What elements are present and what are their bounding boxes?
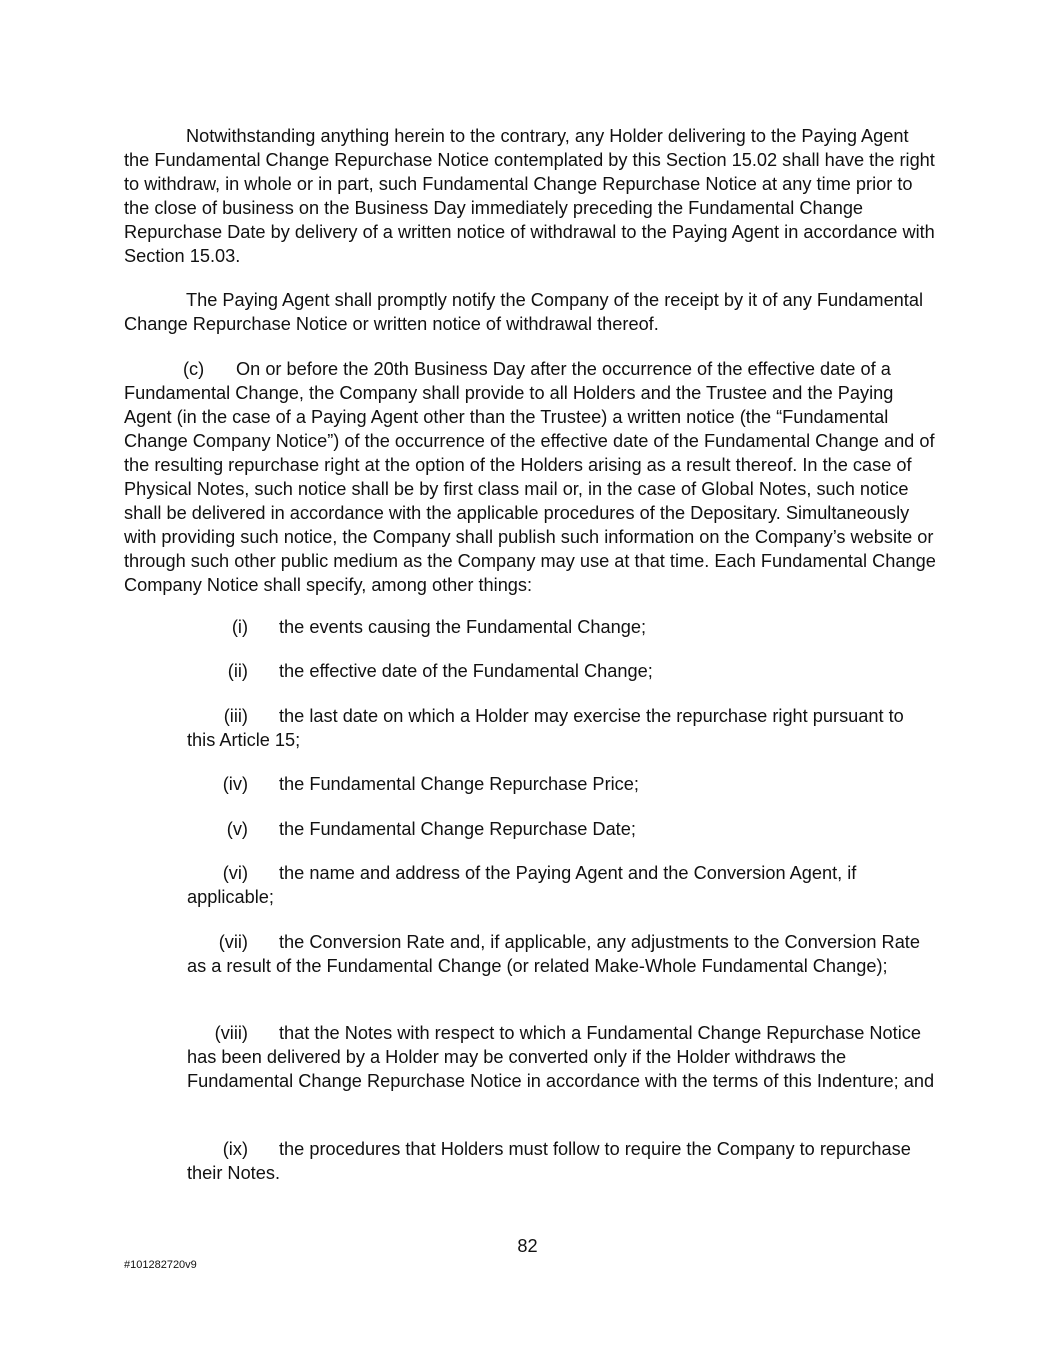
list-item-text: the events causing the Fundamental Change;: [279, 617, 647, 637]
list-item-text: the effective date of the Fundamental Change;: [279, 661, 653, 681]
page-number: 82: [517, 1236, 538, 1256]
list-item-number: (viii): [214, 1023, 248, 1043]
paragraph-withdrawal-right: Notwithstanding anything herein to the contrary, any Holder delivering to the Paying Agent the Fundamental Change Repurchase Notice contemplated by this Section 15.02 shall have the right to withdraw, in whole or in part, such Fundamental Change Repurchase Notice at any time prior to the close of business on the Business Day immediately preceding the Fundamental Change Repurchase Date by delivery of a written notice of withdrawal to the Paying Agent in accordance with Section 15.03.: [124, 126, 935, 266]
document-id: #101282720v9: [124, 1259, 197, 1271]
list-item-ii: [187, 659, 937, 683]
list-item-number: (v): [226, 819, 248, 839]
list-item-number: (iii): [223, 706, 248, 726]
list-item-v: [187, 817, 937, 841]
list-item-vi: [187, 861, 937, 909]
list-item-vii: [187, 930, 937, 978]
list-item-text: the Fundamental Change Repurchase Price;: [279, 774, 639, 794]
list-item-text: the name and address of the Paying Agent and the Conversion Agent, if applicable;: [187, 863, 857, 907]
list-item-text: the Fundamental Change Repurchase Date;: [279, 819, 636, 839]
list-item-iii: [187, 704, 937, 752]
list-item-text: that the Notes with respect to which a Fundamental Change Repurchase Notice has been delivered by a Holder may be converted only if the Holder withdraws the Fundamental Change Repurchase Notice in accordance with the terms of this Indenture; and: [187, 1023, 935, 1091]
list-item-text: the last date on which a Holder may exercise the repurchase right pursuant to this Article 15;: [187, 706, 904, 750]
list-item-number: (vii): [218, 932, 248, 952]
list-item-text: the procedures that Holders must follow to require the Company to repurchase their Notes.: [187, 1139, 911, 1183]
list-item-text: the Conversion Rate and, if applicable, any adjustments to the Conversion Rate as a result of the Fundamental Change (or related Make-Whole Fundamental Change);: [187, 932, 920, 976]
paragraph-c-text: On or before the 20th Business Day after the occurrence of the effective date of a Fundamental Change, the Company shall provide to all Holders and the Trustee and the Paying Agent (in the case of a Paying Agent other than the Trustee) a written notice (the “Fundamental Change Company Notice”) of the occurrence of the effective date of the Fundamental Change and of the resulting repurchase right at the option of the Holders arising as a result thereof. In the case of Physical Notes, such notice shall be by first class mail or, in the case of Global Notes, such notice shall be delivered in accordance with the applicable procedures of the Depositary. Simultaneously with providing such notice, the Company shall publish such information on the Company’s website or through such other public medium as the Company may use at that time. Each Fundamental Change Company Notice shall specify, among other things:: [124, 359, 936, 595]
list-item-number: (iv): [222, 774, 248, 794]
list-item-number: (ii): [227, 661, 248, 681]
paragraph-paying-agent-notify: The Paying Agent shall promptly notify the Company of the receipt by it of any Fundamental Change Repurchase Notice or written notice of withdrawal thereof.: [124, 290, 924, 334]
list-item-number: (vi): [222, 863, 248, 883]
list-item-iv: [187, 772, 937, 796]
list-item-number: (i): [231, 617, 248, 637]
paragraph-c-label: (c): [183, 359, 205, 379]
list-item-number: (ix): [222, 1139, 248, 1159]
list-item-viii: [187, 1021, 937, 1093]
list-item-i: [187, 615, 937, 639]
paragraph-c-notice: [124, 357, 936, 597]
list-item-ix: [187, 1137, 937, 1185]
